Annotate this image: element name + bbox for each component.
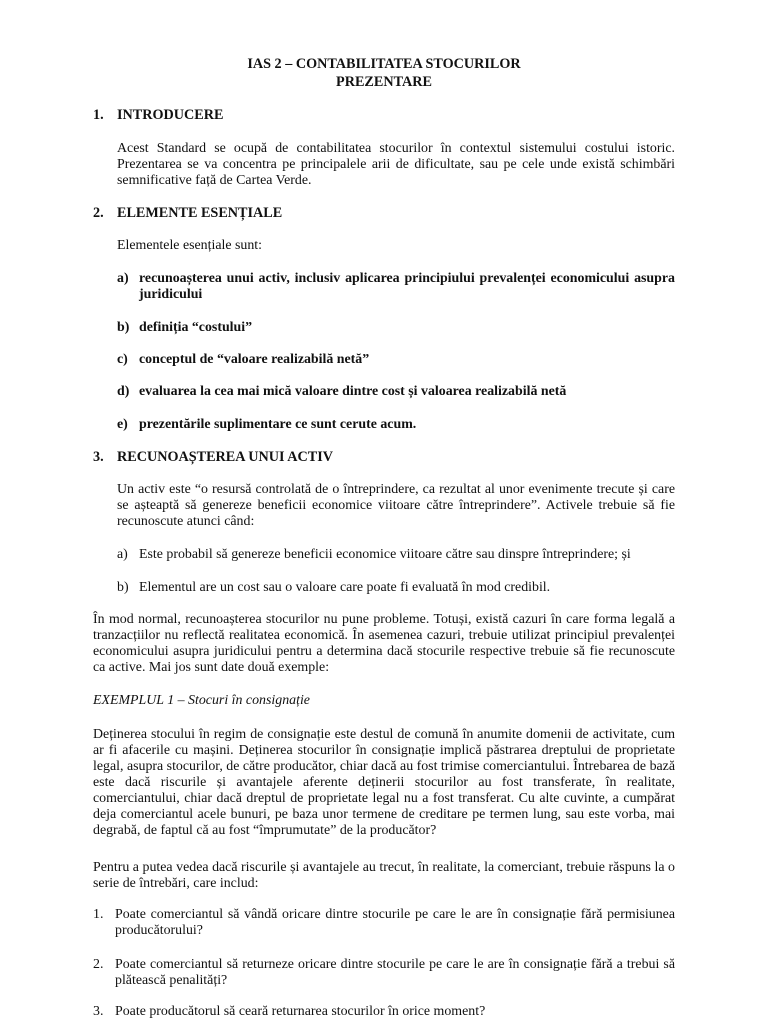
document-subtitle: PREZENTARE <box>336 74 432 90</box>
question-text: Poate comerciantul să vândă oricare dintre stocurile pe care le are în consignație fără permisiunea producătorului? <box>115 907 675 938</box>
list-item <box>117 384 675 402</box>
list-item <box>117 417 675 435</box>
list-item-label: a) <box>117 271 129 286</box>
list-item <box>117 352 675 370</box>
section-title: RECUNOAȘTEREA UNUI ACTIV <box>117 449 334 465</box>
list-item-text: prezentările suplimentare ce sunt cerute acum. <box>139 417 417 432</box>
example-heading: EXEMPLUL 1 – Stocuri în consignație <box>93 693 310 708</box>
questions-intro: Pentru a putea vedea dacă riscurile și avantajele au trecut, în realitate, la comerciant, trebuie răspuns la o serie de întrebări, care includ: <box>93 860 675 891</box>
list-item-label: b) <box>117 580 129 595</box>
question-item <box>93 1004 675 1022</box>
section-heading-recunoasterea-unui-activ <box>93 449 333 465</box>
introducere-paragraph: Acest Standard se ocupă de contabilitatea stocurilor în contextul sistemului costului istoric. Prezentarea se va concentra pe principalele arii de dificultate, sau pe cele unde există schimbări semnificative față de Cartea Verde. <box>117 141 675 188</box>
list-item <box>117 271 675 305</box>
list-item-text: Elementul are un cost sau o valoare care poate fi evaluată în mod credibil. <box>139 580 551 595</box>
section-title: INTRODUCERE <box>117 107 224 123</box>
question-item <box>93 907 675 941</box>
question-number: 1. <box>93 907 104 922</box>
list-item <box>117 320 675 338</box>
section-number: 1. <box>93 107 104 123</box>
example-paragraph: Deținerea stocului în regim de consignație este destul de comună în anumite domenii de activitate, cum ar fi afacerile cu mașini. Deținerea stocurilor în consignație implică păstrarea dreptului de proprietate legal, asupra stocurilor, de către producător, chiar dacă au fost trimise comerciantului. Întrebarea de bază este dacă riscurile și avantajele aferente deținerii stocurilor au fost transferate, în realitate, comerciantului, chiar dacă dreptul de proprietate legal nu a fost transferat. Cu alte cuvinte, a cumpărat deja comerciantul acele bunuri, pe baza unor termene de creditare pe termen lung, sau este vorba, mai degrabă, de faptul că au fost “împrumutate” de la producător? <box>93 727 676 838</box>
list-item <box>117 580 675 598</box>
list-item-text: definiția “costului” <box>139 320 253 335</box>
section-heading-introducere <box>93 107 223 123</box>
list-item-label: d) <box>117 384 130 399</box>
list-item <box>117 547 675 565</box>
activ-definition-paragraph: Un activ este “o resursă controlată de o întreprindere, ca rezultat al unor evenimente trecute și care se așteaptă să genereze beneficii economice viitoare către întreprindere”. Activele trebuie să fie recunoscute atunci când: <box>117 482 675 529</box>
question-text: Poate comerciantul să returneze oricare dintre stocurile pe care le are în consignație fără a trebui să plătească penalități? <box>115 957 675 988</box>
list-item-label: b) <box>117 320 130 335</box>
section-title: ELEMENTE ESENȚIALE <box>117 205 283 221</box>
list-item-text: recunoașterea unui activ, inclusiv aplicarea principiului prevalenței economicului asupra juridicului <box>139 271 675 302</box>
list-item-label: a) <box>117 547 128 562</box>
question-number: 3. <box>93 1004 104 1019</box>
elemente-intro: Elementele esențiale sunt: <box>117 238 263 253</box>
section-number: 3. <box>93 449 104 465</box>
document-title: IAS 2 – CONTABILITATEA STOCURILOR <box>247 56 521 72</box>
section-heading-elemente-esentiale <box>93 205 282 221</box>
recunoastere-paragraph: În mod normal, recunoașterea stocurilor nu pune probleme. Totuși, există cazuri în care forma legală a tranzacțiilor nu reflectă realitatea economică. În asemenea cazuri, trebuie utilizat principiul prevalenței economicului asupra juridicului pentru a determina dacă stocurile respective trebuie să fie recunoscute ca active. Mai jos sunt date două exemple: <box>93 612 675 675</box>
section-number: 2. <box>93 205 104 221</box>
list-item-label: c) <box>117 352 128 367</box>
list-item-text: Este probabil să genereze beneficii economice viitoare către sau dinspre întreprindere; și <box>139 547 631 562</box>
question-number: 2. <box>93 957 104 972</box>
question-item <box>93 957 675 991</box>
question-text: Poate producătorul să ceară returnarea stocurilor în orice moment? <box>115 1004 486 1019</box>
list-item-text: conceptul de “valoare realizabilă netă” <box>139 352 370 367</box>
list-item-text: evaluarea la cea mai mică valoare dintre cost și valoarea realizabilă netă <box>139 384 567 399</box>
list-item-label: e) <box>117 417 128 432</box>
